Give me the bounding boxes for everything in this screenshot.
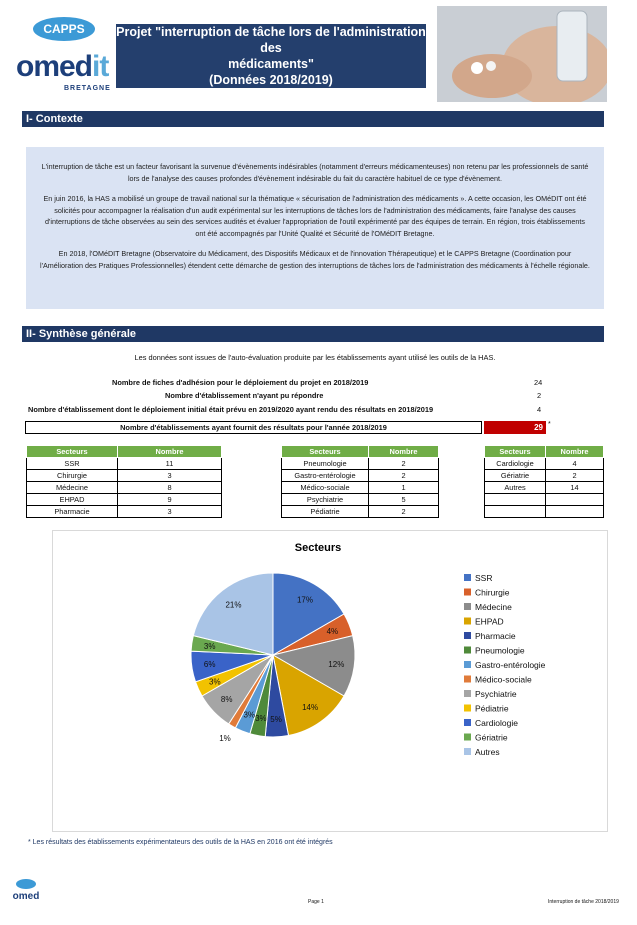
footnote: * Les résultats des établissements expérimentateurs des outils de la HAS en 2016 ont été intégrés [28, 839, 333, 846]
legend-swatch [464, 589, 471, 596]
footer-logo [6, 878, 46, 909]
col-nombre: Nombre [369, 446, 439, 458]
page-title [116, 24, 426, 88]
legend-swatch [464, 705, 471, 712]
legend-swatch [464, 661, 471, 668]
cell-secteur: Chirurgie [27, 470, 118, 482]
stat-value-adhesion: 24 [534, 378, 543, 387]
cell-secteur: Cardiologie [485, 458, 546, 470]
col-nombre: Nombre [546, 446, 604, 458]
legend-entry: SSR [475, 573, 493, 583]
cell-secteur: Gériatrie [485, 470, 546, 482]
legend-swatch [464, 690, 471, 697]
highlight-label: Nombre d'établissements ayant fournit des résultats pour l'année 2018/2019 [25, 421, 482, 434]
legend-swatch [464, 632, 471, 639]
table-row [282, 482, 439, 494]
table-row [27, 470, 222, 482]
footer-logo-text: omed [12, 891, 40, 902]
cell-nombre: 9 [118, 494, 222, 506]
context-box [26, 147, 604, 309]
header-photo [437, 6, 607, 102]
legend-swatch [464, 618, 471, 625]
legend-entry: Autres [475, 747, 500, 757]
pie-chart-panel [52, 530, 608, 832]
col-secteurs: Secteurs [27, 446, 118, 458]
logo-accent: it [92, 50, 109, 83]
legend-entry: Chirurgie [475, 587, 510, 598]
cell-secteur: Pédiatrie [282, 506, 369, 518]
pie-data-label: 1% [219, 734, 231, 744]
pie-data-label: 6% [203, 660, 216, 670]
cell-nombre: 3 [118, 470, 222, 482]
logo-main: omed [16, 50, 93, 83]
cell-nombre: 4 [546, 458, 604, 470]
cell-nombre: 8 [118, 482, 222, 494]
cell-secteur: EHPAD [27, 494, 118, 506]
pie-data-label: 17% [296, 595, 313, 605]
legend-swatch [464, 748, 471, 755]
stat-value-no-answer: 2 [537, 391, 542, 400]
title-line-2: médicaments" [228, 57, 314, 71]
legend-swatch [464, 647, 471, 654]
chart-title: Secteurs [294, 542, 342, 554]
pie-data-label: 8% [220, 695, 233, 705]
cell-secteur: Pneumologie [282, 458, 369, 470]
cell-nombre: 1 [369, 482, 439, 494]
legend-swatch [464, 603, 471, 610]
table-row [27, 482, 222, 494]
legend-entry: EHPAD [475, 616, 504, 627]
stat-value-early-results: 4 [537, 405, 542, 414]
footer-doc-title: Interruption de tâche 2018/2019 [548, 899, 619, 905]
cell-nombre: 5 [369, 494, 439, 506]
omedit-logo [16, 52, 108, 82]
highlight-asterisk: * [548, 421, 551, 428]
legend-entry: Gastro-entérologie [475, 660, 546, 670]
synthesis-intro: Les données sont issues de l'auto-évaluation produite par les établissements ayant utilisé les outils de la HAS. [134, 353, 496, 362]
context-paragraph-1: L'interruption de tâche est un facteur favorisant la survenue d'évènements indésirables (notamment d'erreurs médicamenteuses) non retenu par les professionnels de santé lors de l'analyse des causes profondes d'évènement indésirable du fait du caractère habituel de ce type d'évènement. [41, 162, 589, 183]
cell-nombre: 14 [546, 482, 604, 494]
cell-nombre: 3 [118, 506, 222, 518]
cell-nombre: 2 [369, 458, 439, 470]
secteurs-table-3 [484, 445, 604, 518]
cell-nombre: 11 [118, 458, 222, 470]
cell-secteur: Médico-sociale [282, 482, 369, 494]
legend-entry: Psychiatrie [475, 689, 517, 699]
legend-entry: Cardiologie [475, 718, 518, 728]
table-row [282, 470, 439, 482]
section-synthesis-heading: II- Synthèse générale [22, 326, 604, 342]
highlight-value: 29 [484, 421, 546, 434]
table-row [485, 458, 604, 470]
cell-secteur [485, 494, 546, 506]
pie-data-label: 4% [326, 627, 339, 637]
legend-swatch [464, 719, 471, 726]
pie-data-label: 3% [243, 710, 256, 720]
title-line-3: (Données 2018/2019) [209, 73, 333, 87]
cell-secteur: Gastro-entérologie [282, 470, 369, 482]
pie-data-label: 5% [270, 714, 282, 724]
cell-secteur: Médecine [27, 482, 118, 494]
pie-data-label: 21% [225, 600, 242, 610]
pie-chart [53, 531, 609, 833]
stat-label-early-results: Nombre d'établissement dont le déploiement initial était prévu en 2019/2020 ayant rendu des résultats en 2018/2019 [28, 405, 434, 414]
logo-subtitle: BRETAGNE [64, 85, 111, 92]
table-row [282, 506, 439, 518]
pie-data-label: 12% [328, 660, 345, 670]
capps-logo [32, 14, 96, 44]
legend-entry: Médecine [475, 602, 512, 612]
legend-entry: Pneumologie [475, 645, 525, 656]
legend-swatch [464, 734, 471, 741]
cell-nombre: 2 [369, 506, 439, 518]
table-row [282, 494, 439, 506]
title-line-1: Projet "interruption de tâche lors de l'administration des [116, 25, 426, 55]
table-row [485, 482, 604, 494]
table-row [485, 494, 604, 506]
cell-secteur [485, 506, 546, 518]
section-context-heading: I- Contexte [22, 111, 604, 127]
cell-nombre [546, 494, 604, 506]
secteurs-table-2 [281, 445, 439, 518]
stat-label-adhesion: Nombre de fiches d'adhésion pour le déploiement du projet en 2018/2019 [112, 378, 369, 387]
context-paragraph-3: En 2018, l'OMéDIT Bretagne (Observatoire du Médicament, des Dispositifs Médicaux et de l'innovation Thérapeutique) et le CAPPS Bretagne (Coordination pour l'Amélioration des Pratiques Professionnelles) étendent cette démarche de gestion des interruptions de tâches lors de l'administration des médicaments à l'échelle régionale. [40, 249, 590, 270]
pie-data-label: 14% [302, 703, 319, 713]
table-row [485, 506, 604, 518]
legend-swatch [464, 676, 471, 683]
cell-nombre: 2 [369, 470, 439, 482]
legend-entry: Pharmacie [475, 631, 516, 641]
cell-nombre: 2 [546, 470, 604, 482]
cell-secteur: SSR [27, 458, 118, 470]
context-paragraph-2: En juin 2016, la HAS a mobilisé un groupe de travail national sur la thématique « sécurisation de l'administration des médicaments ». A cette occasion, les OMéDIT ont été solicités pour accompagner la réalisation d'un audit expérimental sur les interruptions de tâches lors de l'administration des médicaments, faire l'analyse des causes d'interruptions de tâche observées au sein des services audités et évaluer l'appropriation de l'outil expérimenté par des équipes de terrain. En région, trois établissements ont été accompagnés par l'Unité Qualité et Sécurité de l'OMéDIT Bretagne. [43, 194, 587, 238]
pie-data-label: 3% [255, 713, 267, 723]
table-row [485, 470, 604, 482]
legend-swatch [464, 574, 471, 581]
legend-entry: Médico-sociale [475, 674, 532, 685]
legend-entry: Pédiatrie [475, 703, 509, 714]
cell-secteur: Pharmacie [27, 506, 118, 518]
col-secteurs: Secteurs [282, 446, 369, 458]
cell-secteur: Psychiatrie [282, 494, 369, 506]
page-number: Page 1 [308, 899, 324, 905]
table-row [27, 458, 222, 470]
table-row [27, 494, 222, 506]
col-secteurs: Secteurs [485, 446, 546, 458]
secteurs-table-1 [26, 445, 222, 518]
cell-nombre [546, 506, 604, 518]
table-row [27, 506, 222, 518]
table-row [282, 458, 439, 470]
legend-entry: Gériatrie [475, 732, 508, 743]
pie-data-label: 3% [203, 641, 216, 651]
capps-label: CAPPS [43, 22, 85, 36]
pie-data-label: 3% [209, 677, 221, 687]
col-nombre: Nombre [118, 446, 222, 458]
stat-label-no-answer: Nombre d'établissement n'ayant pu répondre [165, 391, 324, 400]
cell-secteur: Autres [485, 482, 546, 494]
